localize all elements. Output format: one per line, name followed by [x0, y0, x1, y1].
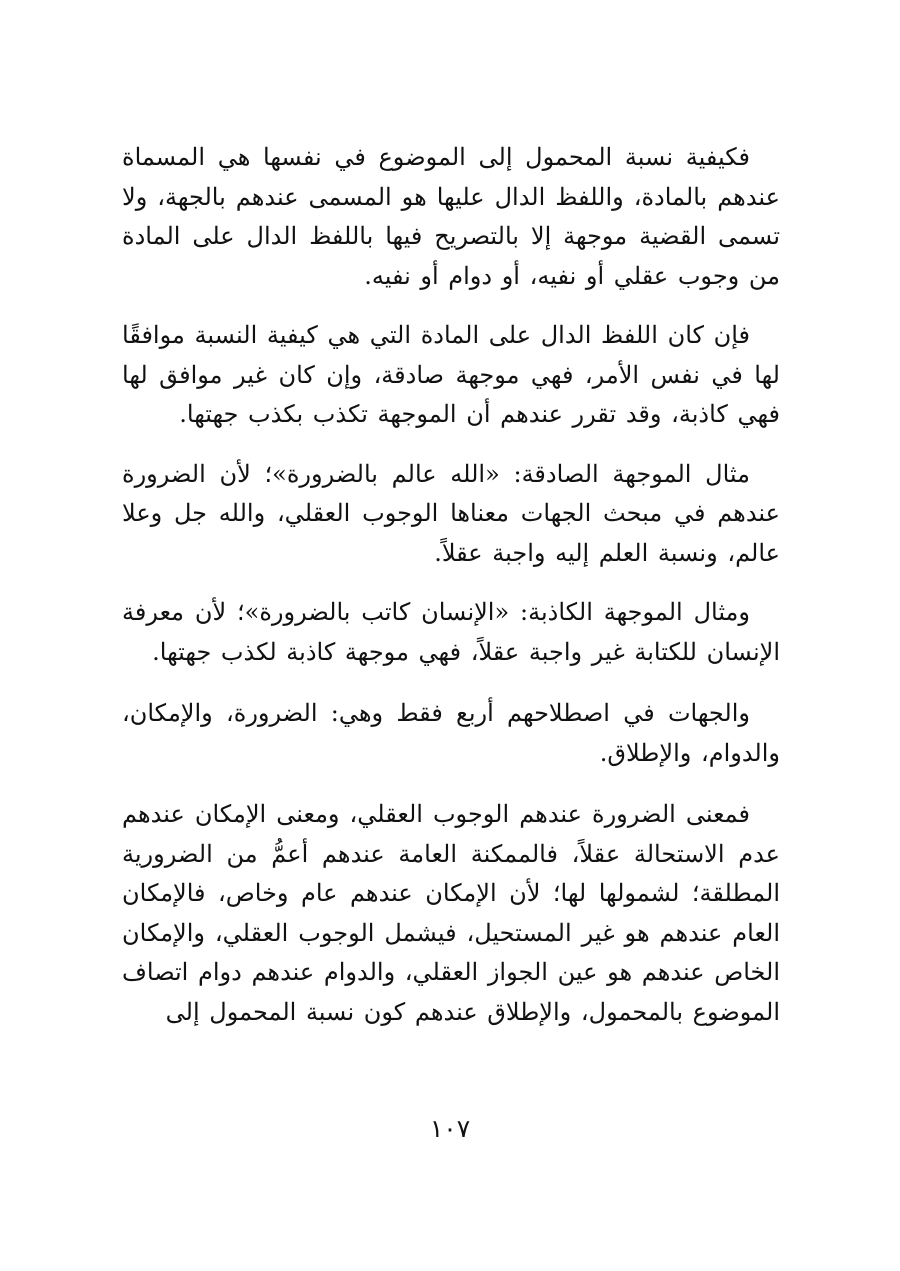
paragraph-modality-definitions: فمعنى الضرورة عندهم الوجوب العقلي، ومعنى الإمكان عندهم عدم الاستحالة عقلاً، فالممكنة العامة عندهم أعمُّ من الضرورية المطلقة؛ لشمولها لها؛ لأن الإمكان عندهم عام وخاص، فالإمكان العام عندهم هو غير المستحيل، فيشمل الوجوب العقلي، والإمكان الخاص عندهم هو عين الجواز العقلي، والدوام عندهم دوام اتصاف الموضوع بالمحمول، والإطلاق عندهم كون نسبة المحمول إلى: [122, 800, 780, 1026]
page-number: ١٠٧: [429, 1114, 471, 1143]
paragraph-four-modalities: والجهات في اصطلاحهم أربع فقط وهي: الضرورة، والإمكان، والدوام، والإطلاق.: [122, 699, 780, 767]
paragraph-true-and-false-modal: فإن كان اللفظ الدال على المادة التي هي كيفية النسبة موافقًا لها في نفس الأمر، فهي موجهة صادقة، وإن كان غير موافق لها فهي كاذبة، وقد تقرر عندهم أن الموجهة تكذب بكذب جهتها.: [122, 321, 780, 428]
paragraph-material-and-modality: فكيفية نسبة المحمول إلى الموضوع في نفسها هي المسماة عندهم بالمادة، واللفظ الدال عليها هو المسمى عندهم بالجهة، ولا تسمى القضية موجهة إلا بالتصريح فيها باللفظ الدال على المادة من وجوب عقلي أو نفيه، أو دوام أو نفيه.: [122, 143, 780, 290]
body-text: [122, 138, 780, 1052]
paragraph-false-modal-example: ومثال الموجهة الكاذبة: «الإنسان كاتب بالضرورة»؛ لأن معرفة الإنسان للكتابة غير واجبة عقلاً، فهي موجهة كاذبة لكذب جهتها.: [122, 598, 780, 666]
paragraph-true-modal-example: مثال الموجهة الصادقة: «الله عالم بالضرورة»؛ لأن الضرورة عندهم في مبحث الجهات معناها الوجوب العقلي، والله جل وعلا عالم، ونسبة العلم إليه واجبة عقلاً.: [122, 459, 780, 567]
